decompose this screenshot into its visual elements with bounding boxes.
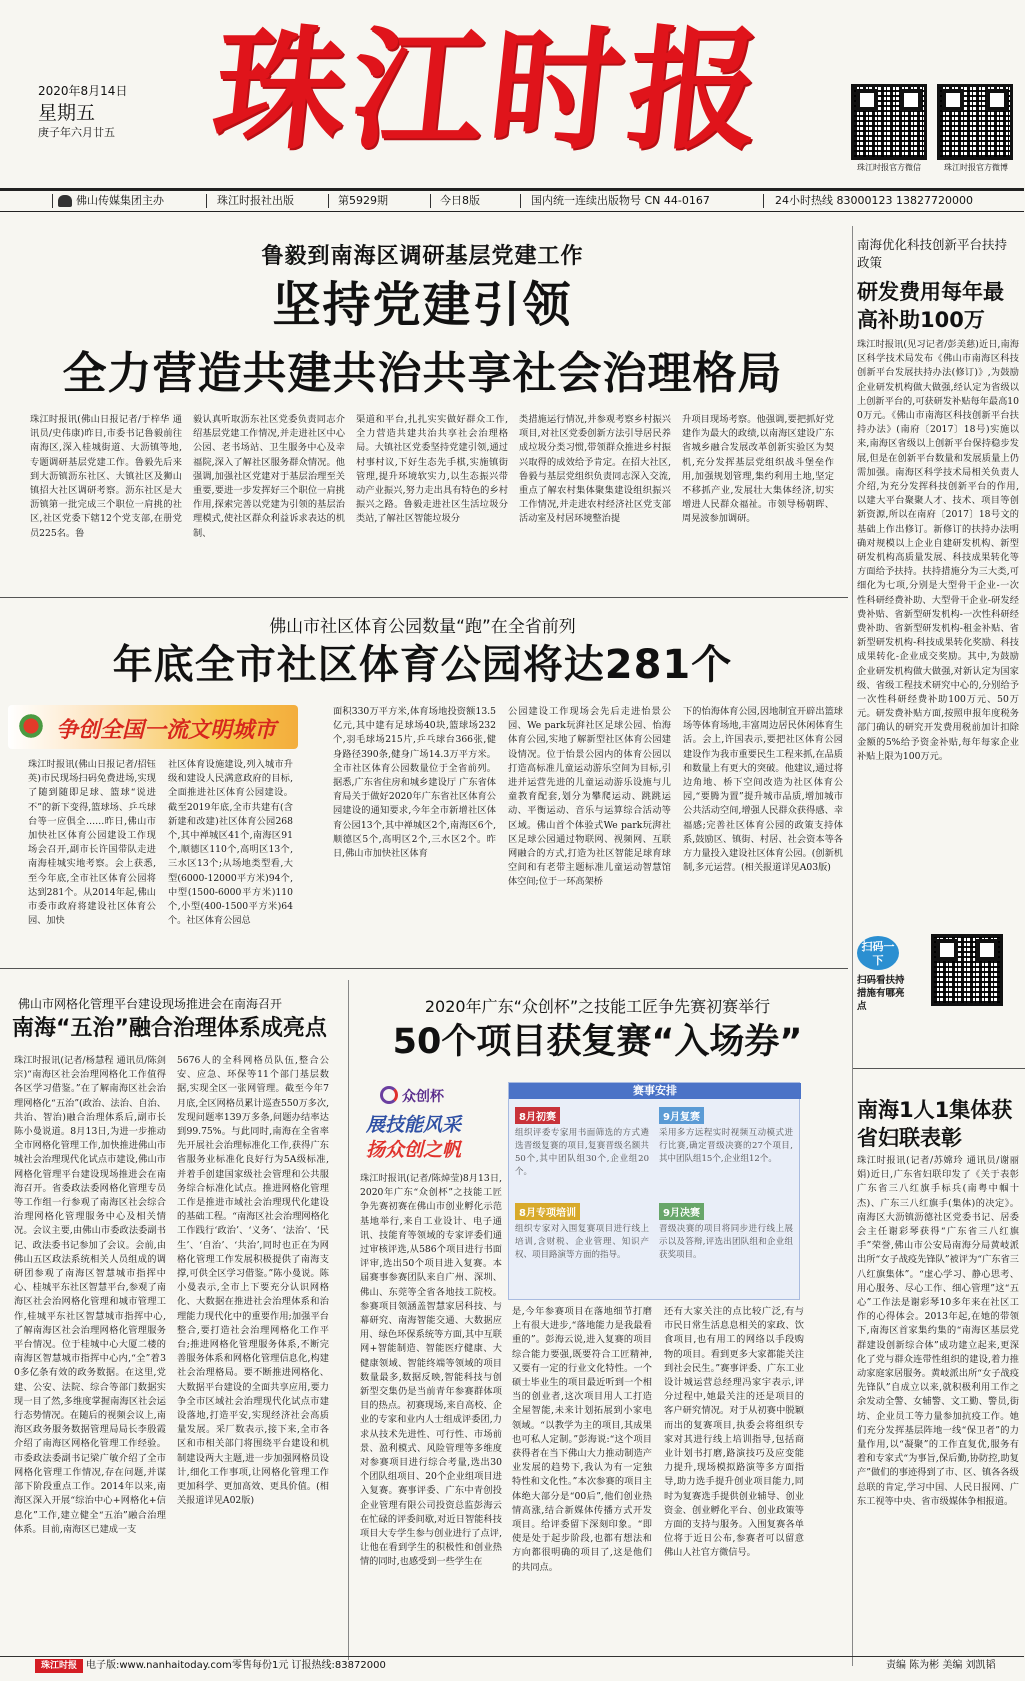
- sports-col-3: 面积330万平方米,体育场地投资额13.5亿元,其中建有足球场40块,篮球场232个,羽毛球场215片,乒乓球台366张,健身路径390条,健身广场14.3万平方米。全市社区体育公园数量位于全省前列。据悉,广东省住房和城乡建设厅 广东省体育局关于做好2020年广东省社区体育公园建设的通知要求,今年全市新增社区体育公园13个,其中禅城区2个,南海区6个,顺德区5个,高明区2个,三水区2个。昨日,佛山市加快社区体育: [333, 706, 496, 860]
- schedule-tag: 8月初赛: [515, 1107, 560, 1124]
- info-pages: 今日8版: [440, 194, 480, 207]
- contest-slogan-2: 扬众创之帆: [366, 1139, 462, 1161]
- publisher-icon: [58, 195, 72, 207]
- scan-label: 扫码一下: [861, 940, 895, 967]
- schedule-item: [515, 1105, 649, 1189]
- sports-col-5: 下的怡海体育公园,因地制宜开辟出篮球场等体育场地,丰富周边居民休闲体育生活。会上,许国表示,要把社区体育公园建设作为我市重要民生工程来抓,在品质和数量上有更大的突破。他建议,通过将边角地、桥下空间改造为社区体育公园,“要腾为置”提升城市品质,增加城市公共活动空间,增强人民群众获得感、幸福感;完善社区体育公园的政策支持体系,鼓励区、镇街、村居、社会资本等各方力量投入建设社区体育公园。(创新机制,多元运营。(相关报道详见A03版): [683, 706, 843, 874]
- lead-col-2: 毅认真听取沥东社区党委负责同志介绍基层党建工作情况,并走进社区中心公园、老书场站、卫生服务中心及幸福院,深入了解社区服务群众情况。他强调,加强社区党建对于基层治理至关重要,要进一步发挥好三个职位一肩挑作用,探索完善以党建为引领的基层治理模式,使社区群众利益诉求表达的机制、: [193, 414, 345, 539]
- contest-logo-icon: [380, 1086, 398, 1104]
- weekday: 星期五: [38, 102, 96, 124]
- schedule-box: [508, 1082, 800, 1300]
- grid-kicker: 佛山市网格化管理平台建设现场推进会在南海召开: [18, 997, 283, 1011]
- lunar-date: 庚子年六月廿五: [38, 126, 115, 139]
- sidebar-kicker: 南海优化科技创新平台扶持政策: [857, 237, 1008, 270]
- info-issue: 第5929期: [338, 194, 388, 207]
- lead-headline-2: 全力营造共建共治共享社会治理格局: [62, 348, 783, 399]
- lead-col-4: 类措施运行情况,并参观考察乡村振兴项目,对社区党委创新方法引导居民养成垃圾分类习惯,带领群众推进乡村振兴取得的成效给予肯定。在招大社区,鲁毅与基层党组织负责同志深入交流,重点了解农村集体聚集建设组织振兴工作情况,并走进农村经济社区党支部活动室及村居环境整治提: [519, 414, 671, 525]
- sports-col-2: 社区体育设施建设,列入城市升级和建设人民满意政府的目标,全面推进社区体育公园建设。截至2019年底,全市共建有(含新建和改建)社区体育公园268个,其中禅城区41个,南海区91个,顺德区110个,高明区13个,三水区13个;从场地类型看,大型(6000-12000平方米)94个,中型(1500-6000平方米)110个,小型(400-1500平方米)64个。社区体育公园总: [168, 759, 293, 927]
- schedule-text: 采用多方远程实时视频互动模式进行比赛,确定晋级决赛的27个项目,其中团队组15个,企业组12个。: [659, 1128, 793, 1164]
- section-divider: [0, 968, 848, 969]
- sports-col-4: 公园建设工作现场会先后走进怡景公园、We park玩湃社区足球公园、怡海体育公园,实地了解新型社区体育公园建设情况。位于怡景公园内的体育公园以打造高标准儿童运动游乐空间为目标,引进并运营先进的儿童运动游乐设施与儿童教育配套,划分为攀爬运动、跳跳运动、平衡运动、音乐与运算综合活动等区域。佛山首个体验式We park玩湃社区足球公园通过物联网、视频网、互联网融合的方式,打造为社区智能足球育球空间和有老带主题标准儿童运动智慧馆体空间;位于一环高架桥: [508, 706, 671, 888]
- scan-box: [857, 932, 1019, 1012]
- lead-kicker: 鲁毅到南海区调研基层党建工作: [261, 244, 584, 269]
- schedule-item: [659, 1105, 793, 1189]
- schedule-item: [659, 1201, 793, 1293]
- schedule-text: 组织评委专家用书面筛选的方式遴选晋级复赛的项目,复赛晋级名额共50个,其中团队组30个,企业组20个。: [515, 1128, 649, 1177]
- sports-headline: 年底全市社区体育公园将达281个: [112, 642, 733, 688]
- footer-url[interactable]: 电子版:www.nanhaitoday.com: [86, 1660, 232, 1671]
- masthead: [0, 0, 1024, 185]
- right-sidebar: [852, 226, 1024, 1666]
- award-headline: 南海1人1集体获省妇联表彰: [857, 1098, 1013, 1150]
- schedule-title: 赛事安排: [509, 1083, 801, 1099]
- weibo-qr-code[interactable]: [937, 84, 1013, 160]
- lead-headline-1: 坚持党建引领: [272, 277, 573, 333]
- skills-kicker: 2020年广东“众创杯”之技能工匠争先赛初赛举行: [424, 997, 771, 1016]
- lead-col-5: 升项目现场考察。他强调,要把抓好党建作为最大的政绩,以南海区建设广东省城乡融合发展改革创新实验区为契机,充分发挥基层党组织战斗堡垒作用,加强规划管理,集约利用土地,坚定不移抓产业,发展壮大集体经济,切实增进人民群众福祉。市领导杨朝晖、周晃波参加调研。: [682, 414, 834, 525]
- lead-col-1: 珠江时报讯(佛山日报记者/于梓华 通讯员/史伟康)昨日,市委书记鲁毅前往南海区,深入桂城街道、大沥镇等地,专题调研基层党建工作。鲁毅先后来到大沥镇沥东社区、大镇社区及狮山镇招大社区调研考察。沥东社区是大沥镇第一批完成三个职位一肩挑的社区,社区党委下辖12个党支部,在册党员225名。鲁: [30, 414, 182, 539]
- schedule-text: 晋级决赛的项目将同步进行线上展示以及答辩,评选出团队组和企业组获奖项目。: [659, 1224, 793, 1260]
- sidebar-body: 珠江时报讯(见习记者/彭美慈)近日,南海区科学技术局发布《佛山市南海区科技创新平台发展扶持办法(修订)》,为鼓励企业研发机构做大做强,经认定为省级以上创新平台的,可获研发补贴每年最高100万元。《佛山市南海区科技创新平台扶持办法》(南府〔2017〕18号)实施以来,南海区省级以上创新平台保持稳步发展,但是在创新平台数量和发展质量上仍需加强。南海区科学技术局相关负责人介绍,为充分发挥科技创新平台的作用,以建大平台聚聚人才、技术、项目等创新资源,所以在南府〔2017〕18号文的基础上作出修订。新修订的扶持办法明确对规模以上企业自建研发机构、新型研发机构高质量发展、科技成果转化等方面给予扶持。扶持措施分为三大类,可细化为七项,分别是大型骨干企业-一次性科研经费补助、大型骨干企业-研发经费补贴、省新型研发机构-一次性科研经费补助、省新型研发机构-租金补贴、省新型研发机构-科技成果转化奖励、科技成果转化-企业成交奖励。其中,为鼓励企业研发机构做大做强,对新认定为国家级、省级工程技术研究中心的,分别给予一次性科研经费补助100万元、50万元。研发费补贴方面,按照申报年度税务部门确认的研究开发费用税前加计扣除金额的5%给予资金补贴,每年每家企业补贴上限为100万元。: [857, 339, 1019, 762]
- skills-headline: 50个项目获复赛“入场券”: [392, 1022, 803, 1062]
- info-company: 珠江时报社出版: [217, 194, 294, 207]
- lead-body: [30, 413, 840, 571]
- column-rule: [348, 980, 349, 1660]
- scan-caption: 扫码看扶持措施有哪亮点: [857, 975, 905, 1012]
- skills-col-1: 珠江时报讯(记者/陈焯莹)8月13日,2020年广东“众创杯”之技能工匠争先赛初赛在佛山市创业孵化示范基地举行,来自工业设计、电子通讯、技能育等领域的专家评委们通过审核评选,从586个项目进行书面评审,选出50个项目进入复赛。本届赛事参赛团队来自广州、深圳、佛山、东莞等全省各地技工院校。参赛项目领涵盖智慧家居科技、与幕研究、南海智能交通、大数据应用、绿色环保系统等方面,其中互联网+智能制造、智能医疗健康、大健康领域、智能终端等领域的项目数量最多,数据反映,智能科技与创新型交集仍是当前青年参赛群体项目的热点。初赛现场,来自高校、企业的专家和业内人士组成评委团,力求从技术先进性、可行性、市场前景、盈利模式、风险管理等多维度对参赛项目进行综合考量,选出30个团队组项目、20个企业组项目进入复赛。赛事评委、广东中青创投企业管理有限公司投资总监彭海云在忙碌的评委间歇,对近日智能科技项目大专学生参与创业进行了点评,让他在看到学生的积极性和创业热情的同时,也感受到一些学生在: [360, 1173, 502, 1568]
- sidebar-headline: 研发费用每年最高补助100万: [857, 280, 1004, 332]
- schedule-item: [515, 1201, 649, 1293]
- schedule-tag: 9月决赛: [659, 1203, 704, 1220]
- skills-col-3: 还有大家关注的点比较广泛,有与市民日常生活息息相关的家政、饮食项目,也有用工的网络以手段购物的项目。看到更多大家都能关注到社会民生。”赛事评委、广东工业设计城运营总经理冯家宇表示,评分过程中,她最关注的还是项目的客户研究情况。对于从初赛中脱颖而出的复赛项目,执委会将组织专家对其进行线上培训指导,包括商业计划书打磨,路演技巧及应变能力提升,现场模拟路演等多方面指导,助力选手提升创业项目能力,同时为复赛选手提供创业辅导、创业资金、创业孵化平台、创业政策等方面的支持与服务。入围复赛各单位将于近日公布,参赛者可以留意佛山人社官方微信号。: [664, 1306, 804, 1559]
- wechat-qr-caption: 珠江时报官方微信: [857, 163, 921, 172]
- lead-col-3: 渠道和平台,扎扎实实做好群众工作,全力营造共建共治共享社会治理格局。大镇社区党委坚持党建引领,通过村事村议,下好生态先手棋,实施镇街管理,提升环境软实力,以生态振兴带动产业振兴,努力走出具有特色的乡村振兴之路。鲁毅走进社区生活垃圾分类站,了解社区智能垃圾分: [356, 414, 508, 525]
- info-publisher: 佛山传媒集团主办: [76, 194, 164, 207]
- footer-price: 零售每份1元 订报热线:83872000: [232, 1660, 386, 1671]
- section-divider: [0, 597, 848, 598]
- newspaper-logo: 珠江时报: [206, 13, 775, 168]
- contest-logo-block: [360, 1082, 495, 1162]
- schedule-text: 组织专家对入围复赛项目进行线上培训,含财税、企业管理、知识产权、项目路演等方面的指导。: [515, 1224, 649, 1260]
- footer-brand: 珠江时报: [35, 1659, 83, 1673]
- banner-logo-icon: [16, 711, 46, 741]
- contest-slogan-1: 展技能风采: [366, 1114, 462, 1136]
- banner-text: 争创全国一流文明城市: [56, 718, 277, 743]
- schedule-tag: 9月复赛: [659, 1107, 704, 1124]
- info-cn: 国内统一连续出版物号 CN 44-0167: [531, 194, 710, 207]
- footer-staff: 责编 陈为彬 美编 刘凯韬: [886, 1660, 996, 1671]
- grid-col-2: 5676人的全科网格员队伍,整合公安、应急、环保等11个部门基层数据,实现全区一张网管理。截至今年7月底,全区网格员累计巡查550万多次,发现问题率139万多条,问题办结率达到99.75%。与此同时,南海在全省率先开展社会治理标准化工作,获得广东省服务业标准化良好行为5A级标准,并着手创建国家级社会管理和公共服务综合标准化试点。推进网格化管理工作是推进市域社会治理现代化建设的基础工程。“南海区社会治理网格化工作践行‘政治’、‘义务’、‘法治’、‘民生’、‘自治’、‘共治’,同时也正在为网格化管理工作发展积极提供了南海支撑,可供全区学习借鉴。”陈小曼说。陈小曼表示,全市上下要充分认识网格化、大数据在推进社会治理体系和治理能力现代化中的重要作用;加强平台整合,要打造社会治理网格化工作平台;推进网格化管理服务体系,不断完善服务体系和网格化管理信息化,构建社会治理格局。要不断推进网格化、大数据平台建设的全面共享应用,要力争全市区域社会治理现代化试点市建设落地,打造平安,实现经济社会高质量发展。采厂数表示,接下来,全市各区和市相关部门将围绕平台建设和机制建设两大主题,进一步加强网格员设计,细化工作事项,让网格化管理工作更加科学、更加高效、更具价值。(相关报道详见A02版): [177, 1055, 330, 1507]
- schedule-tag: 8月专项培训: [515, 1203, 580, 1220]
- footer: [0, 1656, 1024, 1676]
- weibo-qr-caption: 珠江时报官方微博: [944, 163, 1008, 172]
- sports-kicker: 佛山市社区体育公园数量“跑”在全省前列: [269, 617, 576, 637]
- skills-col-2: 是,今年参赛项目在落地细节打磨上有很大进步,“落地能力是我最看重的”。彭海云说,进入复赛的项目综合能力要强,既要符合工匠精神,又要有一定的行业文化特性。一个硕士毕业生的项目最近听到一个相当的创业者,这次项目用人工打造全屋智能,未来计划拓展到小家电领域。“以教学为主的项目,其成果也可私人定制。”彭海说:“这个项目获得者在当下佛山大力推动制造产业发展的趋势下,我认为有一定独特性和文化性。”本次参赛的项目主体绝大部分是“00后”,他们创业热情高涨,结合新媒体传播方式开发项目。给评委留下深刻印象。“即使是处于起步阶段,也都有想法和方向都很明确的项目了,这是他们的共同点。: [512, 1306, 652, 1573]
- award-body: 珠江时报讯(记者/苏嫦玲 通讯员/谢丽娟)近日,广东省妇联印发了《关于表彰广东省三八红旗手标兵(南粤中帼十杰)、广东三八红旗手(集体)的决定》。南海区大沥镇沥德社区党委书记、居委会主任谢彩琴获得“广东省三八红旗手”荣誉,佛山市公安局南海分局黄岐派出所“女子战疫先锋队”被评为“广东省三八红旗集体”。“虚心学习、静心思考、用心服务、尽心工作、细心管理”这“五心”工作法是谢彩琴10多年来在社区工作的心得体会。2013年起,在她的带领下,南海区首家集约集的“南海区基层党群建设创新综合体”成功建立起来,更深化了党与群众连带性组织的建设,着力推动家庭家居服务。黄岐派出所“女子战疫先锋队”自成立以来,就积极利用工作之余发动全警、女辅警、文工勤、警员,街坊、企业员工等力量参加抗疫工作。她们充分发挥基层阵地一线“保卫者”的力量作用,以“凝聚”的工作直复优,服务有着和专家式“为事旨,保后勤,协防控,助复产”做们的事迹得到了市、区、镇各各级总联的肯定,学习中国、人民日报网、广东工视等中央、省市级媒体争相报道。: [857, 1155, 1019, 1507]
- wechat-qr-code[interactable]: [851, 84, 927, 160]
- grid-headline: 南海“五治”融合治理体系成亮点: [12, 1016, 327, 1041]
- info-hotline: 24小时热线 83000123 13827720000: [775, 194, 973, 207]
- scan-badge: [857, 936, 899, 970]
- info-bar: [0, 188, 1024, 212]
- sidebar-divider: [853, 1068, 1025, 1069]
- grid-col-1: 珠江时报讯(记者/杨慧程 通讯员/陈剑宗)“南海区社会治理网格化工作值得各区学习借鉴。”在了解南海区社会治理网格化“五治”(政治、法治、自治、共治、智治)融合治理体系后,副市长陈小曼说道。8月13日,为进一步推动全市网格化管理工作,加快推进佛山市城社会治理现代化试点市建设,佛山市网格化管理平台建设现场推进会在南海召开。省委政法委网格化管理专员等工作组一行参观了南海区社会综合治理网格化管理服务中心及相关情况。会议主要,由佛山市委政法委副书记、政法委书记参加了会议。会前,由佛山五区政法系统相关人员组成的调研团参观了南海区智慧城市指挥中心、桂城平东社区智慧平台,参观了南海区社会治网格化管理和城市管理工作,桂城平东社区智慧城市指挥中心,了解南海区社会治理网格化管理服务平台情况。位于桂城中心大厦二楼的南海区智慧城市指挥中心内,“全”着30多亿条有效的政务数据。在这里,党建、公安、法院、综合等部门数据实现一目了然,多维度掌握南海区社会运行态势情况。在随后的视频会议上,南海区政务服务数据管理局局长李殷霞介绍了南海区网格化管理工作经验。市委政法委副书记梁广敏介绍了全市网格化管理工作情况,存在问题,并谋部下阶段重点工作。2014年以来,南海区深入开展“综治中心+网格化+信息化”工作,建立健全“五治”融合治理体系。目前,南海区已建成一支: [14, 1055, 166, 1535]
- sports-col-1: 珠江时报讯(佛山日报记者/招钰英)市民现场扫码免费进场,实现了随到随即足球、篮球“说进不”的新下变得,篮球场、乒乓球台等一应俱全……昨日,佛山市加快社区体育公园建设工作现场会召开,副市长许国带队走进南海桂城实地考察。会上获悉,至今年底,全市社区体育公园将达到281个。从2014年起,佛山市委市政府将建设社区体育公园、加快: [28, 759, 156, 927]
- civilization-banner: [8, 705, 298, 749]
- scan-qr-code[interactable]: [931, 934, 1003, 1006]
- issue-date: 2020年8月14日: [38, 84, 128, 98]
- contest-logo-text: 众创杯: [402, 1089, 444, 1105]
